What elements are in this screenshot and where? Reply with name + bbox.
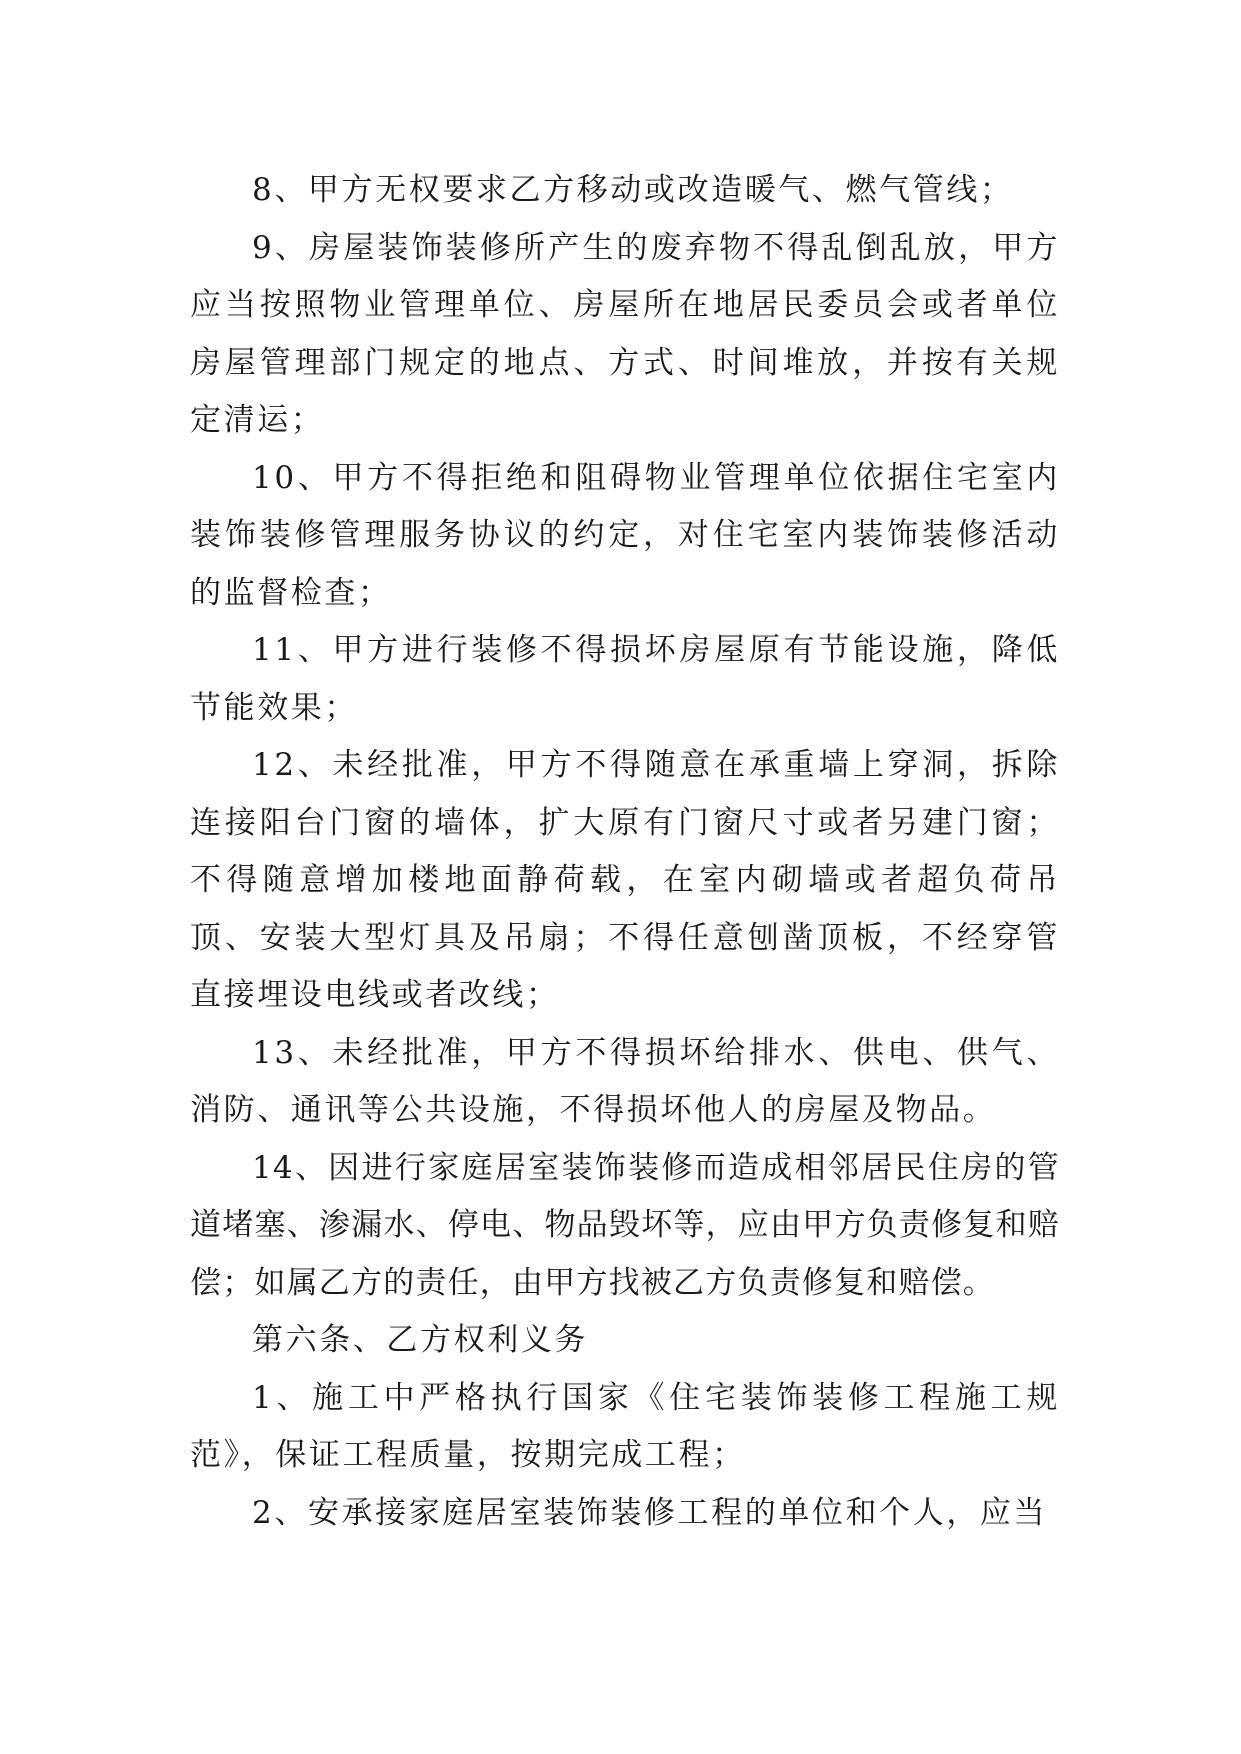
paragraph-item-11: 11、甲方进行装修不得损坏房屋原有节能设施，降低节能效果； — [190, 632, 1060, 726]
paragraph-item-14: 14、因进行家庭居室装饰装修而造成相邻居民住房的管道堵塞、渗漏水、停电、物品毁坏等，应由甲方负责修复和赔偿；如属乙方的责任，由甲方找被乙方负责修复和赔偿。 — [190, 1149, 1060, 1301]
paragraph-item-10: 10、甲方不得拒绝和阻碍物业管理单位依据住宅室内装饰装修管理服务协议的约定，对住宅室内装饰装修活动的监督检查； — [190, 459, 1060, 611]
section-heading-article-6: 第六条、乙方权利义务 — [252, 1322, 588, 1358]
document-body — [190, 162, 1060, 1542]
paragraph-item-2: 2、安承接家庭居室装饰装修工程的单位和个人，应当 — [252, 1494, 1048, 1531]
paragraph-item-1: 1、施工中严格执行国家《住宅装饰装修工程施工规范》，保证工程质量，按期完成工程； — [190, 1379, 1060, 1473]
paragraph-item-9: 9、房屋装饰装修所产生的废弃物不得乱倒乱放，甲方应当按照物业管理单位、房屋所在地居民委员会或者单位房屋管理部门规定的地点、方式、时间堆放，并按有关规定清运； — [190, 229, 1060, 438]
paragraph-item-12: 12、未经批准，甲方不得随意在承重墙上穿洞，拆除连接阳台门窗的墙体，扩大原有门窗尺寸或者另建门窗；不得随意增加楼地面静荷载，在室内砌墙或者超负荷吊顶、安装大型灯具及吊扇；不得任意刨凿顶板，不经穿管直接埋设电线或者改线； — [190, 747, 1060, 1013]
paragraph-item-8: 8、甲方无权要求乙方移动或改造暖气、燃气管线； — [252, 172, 1014, 208]
paragraph-item-13: 13、未经批准，甲方不得损坏给排水、供电、供气、消防、通讯等公共设施，不得损坏他人的房屋及物品。 — [190, 1034, 1060, 1128]
